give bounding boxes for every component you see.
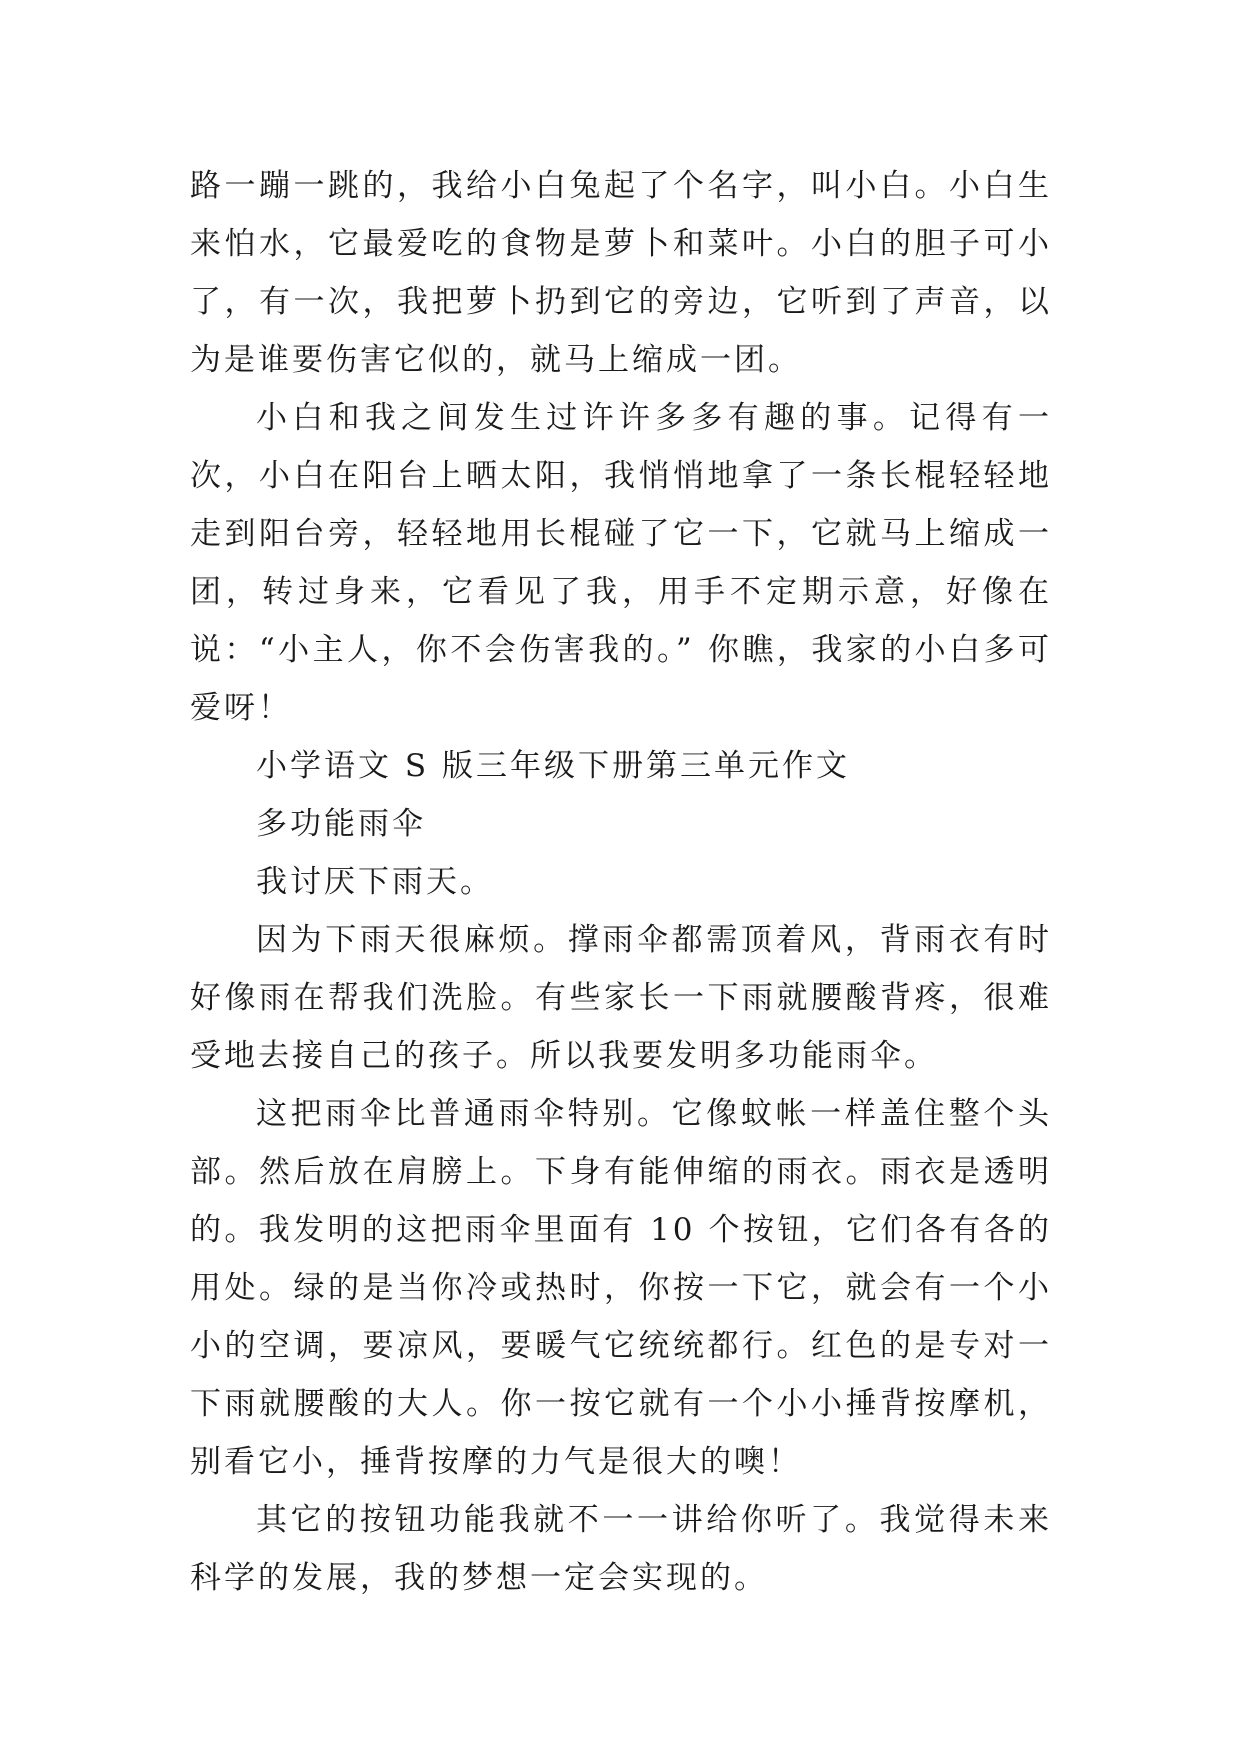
paragraph-conclusion: 其它的按钮功能我就不一一讲给你听了。我觉得未来科学的发展，我的梦想一定会实现的。	[190, 1502, 1052, 1596]
document-body	[190, 157, 1052, 1607]
paragraph-intro: 我讨厌下雨天。	[256, 864, 494, 900]
essay-title: 多功能雨伞	[256, 806, 426, 842]
paragraph-reason: 因为下雨天很麻烦。撑雨伞都需顶着风，背雨衣有时好像雨在帮我们洗脸。有些家长一下雨就腰酸背疼，很难受地去接自己的孩子。所以我要发明多功能雨伞。	[190, 922, 1052, 1074]
paragraph-rabbit-description: 路一蹦一跳的，我给小白兔起了个名字，叫小白。小白生来怕水，它最爱吃的食物是萝卜和菜叶。小白的胆子可小了，有一次，我把萝卜扔到它的旁边，它听到了声音，以为是谁要伤害它似的，就马上缩成一团。	[190, 168, 1052, 378]
paragraph-rabbit-story: 小白和我之间发生过许许多多有趣的事。记得有一次，小白在阳台上晒太阳，我悄悄地拿了一条长棍轻轻地走到阳台旁，轻轻地用长棍碰了它一下，它就马上缩成一团，转过身来，它看见了我，用手不定期示意，好像在说：“小主人，你不会伤害我的。” 你瞧，我家的小白多可爱呀！	[190, 400, 1052, 726]
section-heading: 小学语文 S 版三年级下册第三单元作文	[256, 748, 850, 784]
paragraph-invention: 这把雨伞比普通雨伞特别。它像蚊帐一样盖住整个头部。然后放在肩膀上。下身有能伸缩的雨衣。雨衣是透明的。我发明的这把雨伞里面有 10 个按钮，它们各有各的用处。绿的是当你冷或热时，你按一下它，就会有一个小小的空调，要凉风，要暖气它统统都行。红色的是专对一下雨就腰酸的大人。你一按它就有一个小小捶背按摩机，别看它小，捶背按摩的力气是很大的噢！	[190, 1096, 1052, 1480]
